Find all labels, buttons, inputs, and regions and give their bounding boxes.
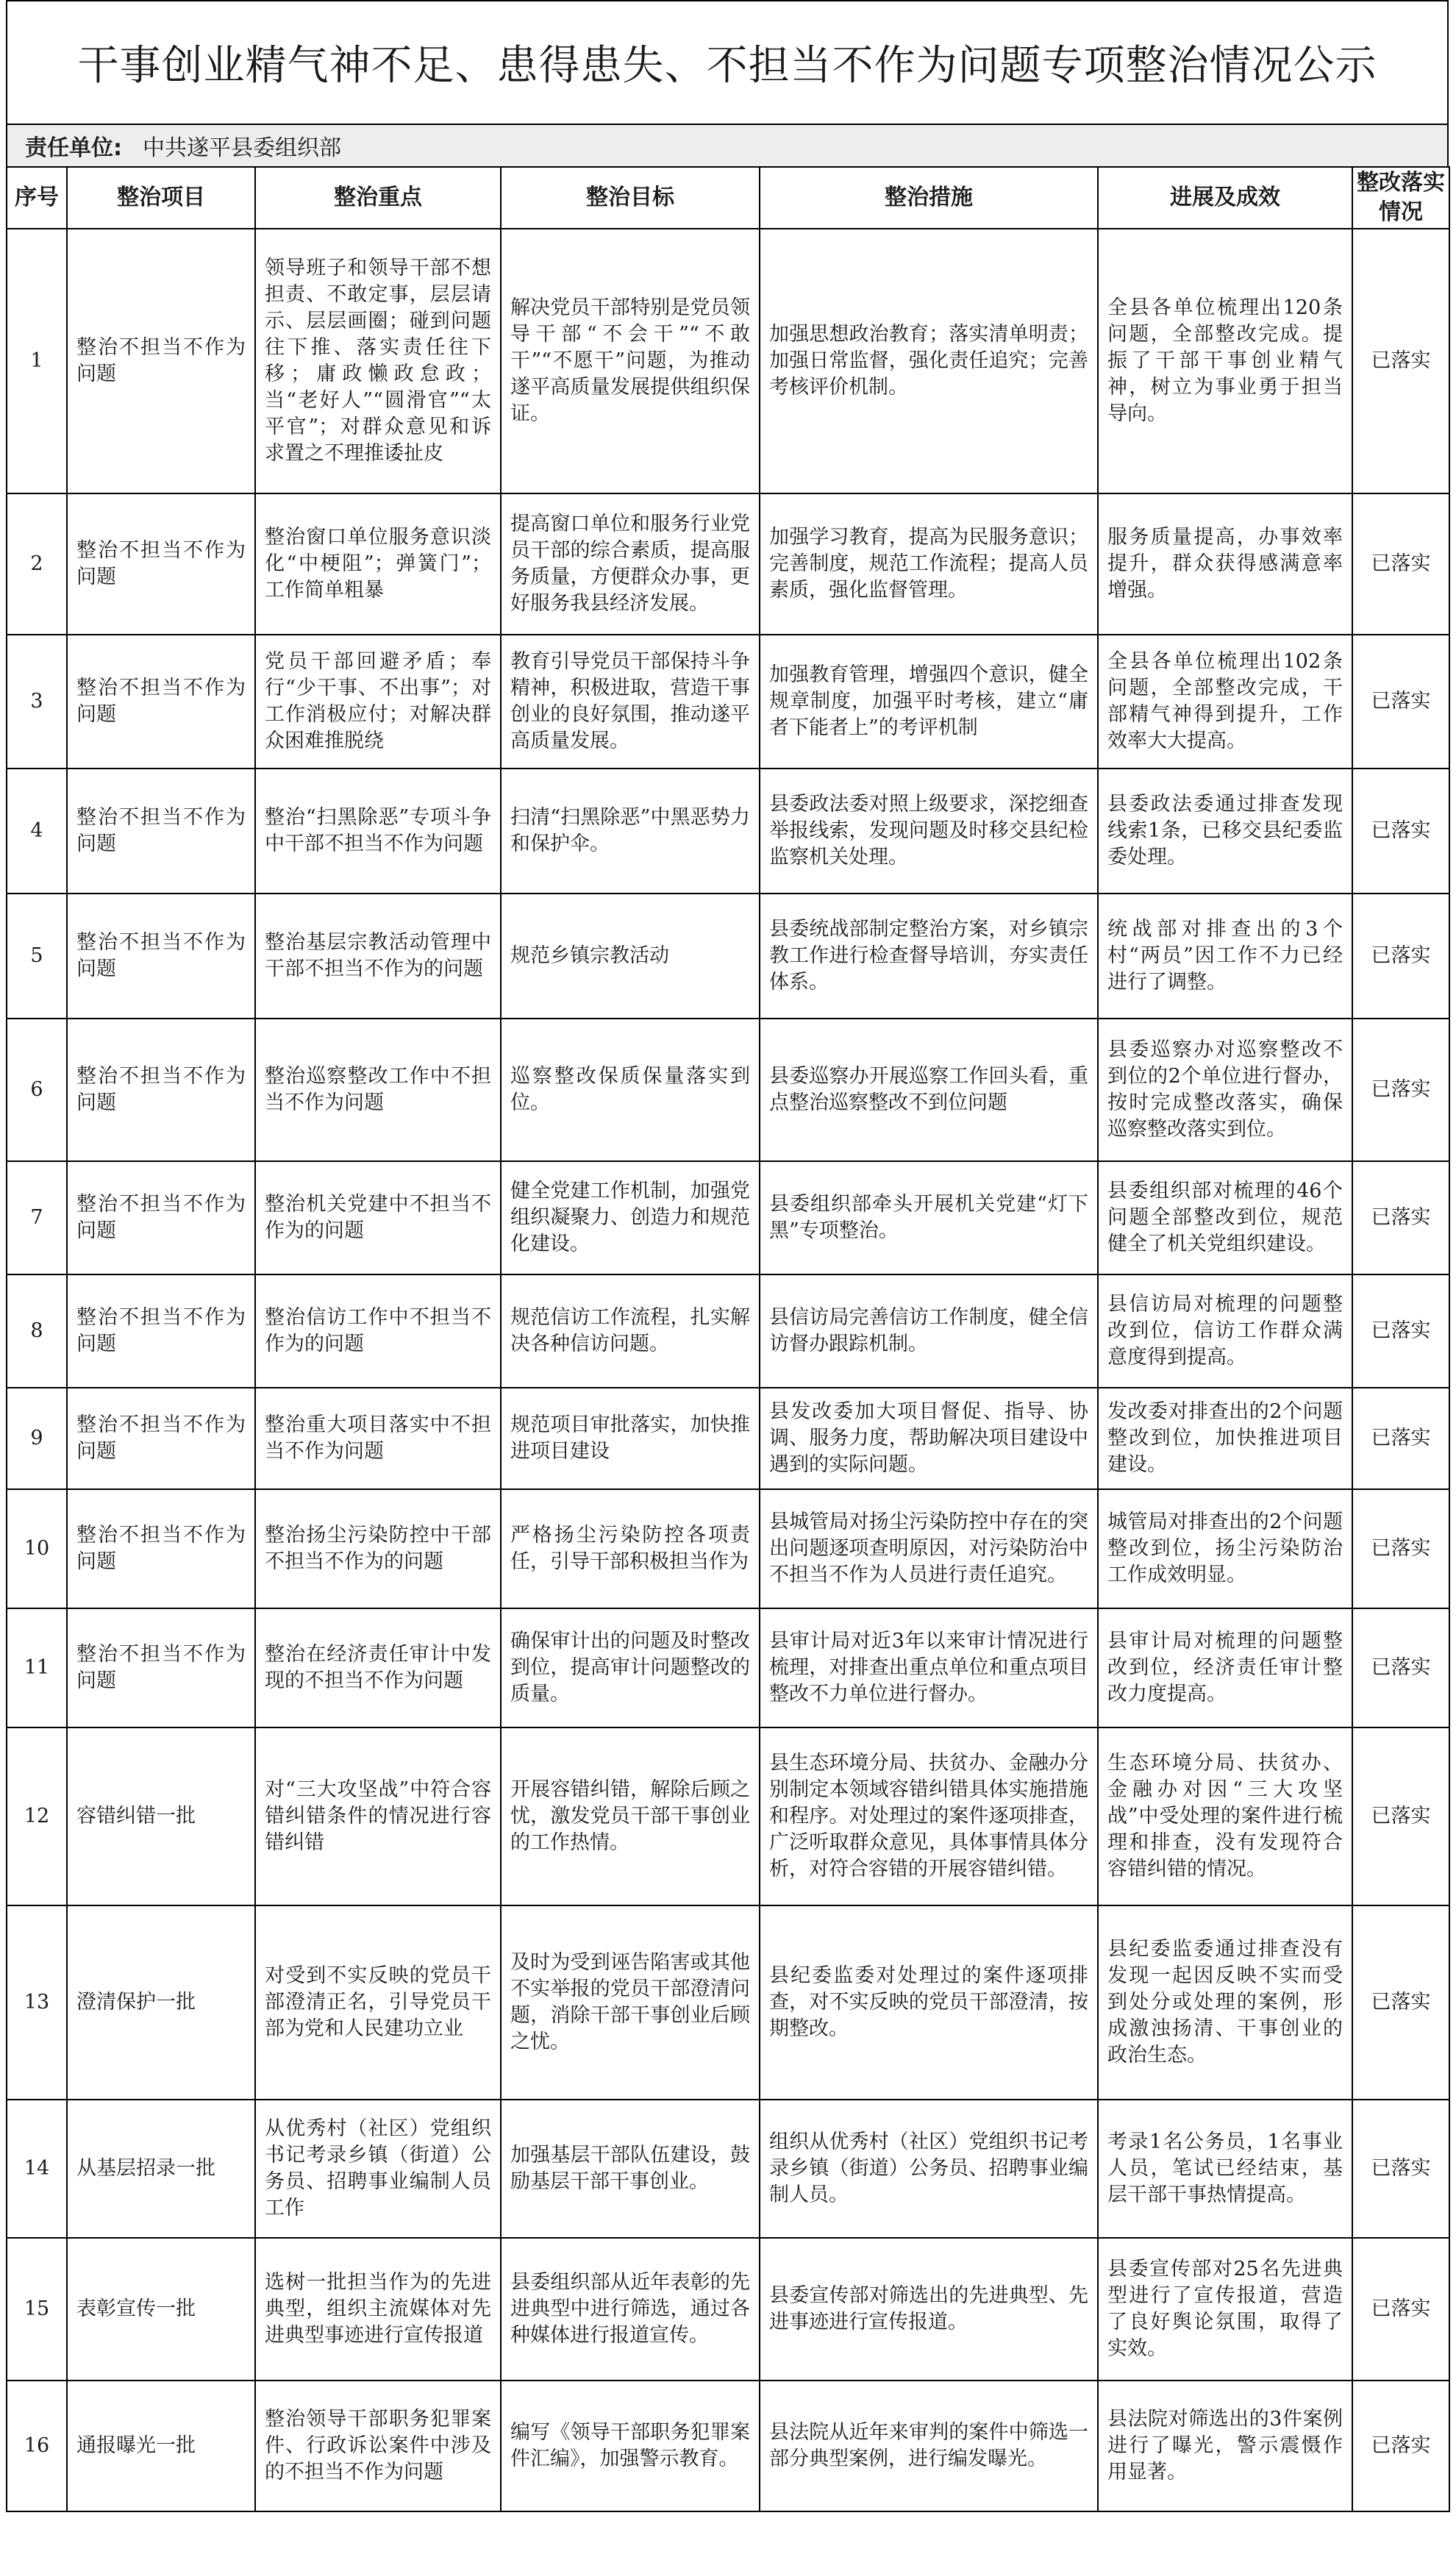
row-progress: 考录1名公务员，1名事业人员，笔试已经结束，基层干部干事热情提高。	[1098, 2100, 1352, 2238]
table-row	[7, 1905, 1449, 2100]
row-status: 已落实	[1352, 1161, 1449, 1274]
table-row	[7, 635, 1449, 769]
row-measure: 县纪委监委对处理过的案件逐项排查，对不实反映的党员干部澄清，按期整改。	[760, 1905, 1098, 2100]
row-goal: 提高窗口单位和服务行业党员干部的综合素质，提高服务质量，方便群众办事，更好服务我县经济发展。	[501, 493, 760, 635]
row-progress: 全县各单位梳理出120条问题，全部整改完成。提振了干部干事创业精气神，树立为事业勇于担当导向。	[1098, 229, 1352, 493]
row-focus: 整治机关党建中不担当不作为的问题	[255, 1161, 501, 1274]
row-item: 整治不担当不作为问题	[67, 1608, 255, 1727]
row-item: 整治不担当不作为问题	[67, 894, 255, 1019]
row-progress: 县纪委监委通过排查没有发现一起因反映不实而受到处分或处理的案例，形成激浊扬清、干事创业的政治生态。	[1098, 1905, 1352, 2100]
row-progress: 统战部对排查出的3个村“两员”因工作不力已经进行了调整。	[1098, 894, 1352, 1019]
header-measure: 整治措施	[760, 167, 1098, 229]
row-index: 14	[7, 2100, 67, 2238]
row-goal: 巡察整改保质保量落实到位。	[501, 1019, 760, 1161]
row-status: 已落实	[1352, 1388, 1449, 1489]
row-progress: 县委巡察办对巡察整改不到位的2个单位进行督办，按时完成整改落实，确保巡察整改落实到位。	[1098, 1019, 1352, 1161]
row-item: 容错纠错一批	[67, 1727, 255, 1905]
row-progress: 发改委对排查出的2个问题整改到位，加快推进项目建设。	[1098, 1388, 1352, 1489]
responsible-unit-label: 责任单位:	[25, 135, 122, 161]
row-item: 通报曝光一批	[67, 2381, 255, 2511]
header-status: 整改落实情况	[1352, 167, 1449, 229]
header-progress: 进展及成效	[1098, 167, 1352, 229]
header-goal: 整治目标	[501, 167, 760, 229]
row-item: 整治不担当不作为问题	[67, 769, 255, 894]
row-index: 3	[7, 635, 67, 769]
row-measure: 加强学习教育，提高为民服务意识；完善制度，规范工作流程；提高人员素质，强化监督管理。	[760, 493, 1098, 635]
row-progress: 县委组织部对梳理的46个问题全部整改到位，规范健全了机关党组织建设。	[1098, 1161, 1352, 1274]
row-index: 11	[7, 1608, 67, 1727]
row-measure: 县委统战部制定整治方案，对乡镇宗教工作进行检查督导培训，夯实责任体系。	[760, 894, 1098, 1019]
row-goal: 教育引导党员干部保持斗争精神，积极进取，营造干事创业的良好氛围，推动遂平高质量发展。	[501, 635, 760, 769]
row-item: 整治不担当不作为问题	[67, 1274, 255, 1388]
table-header-row	[7, 167, 1449, 229]
row-focus: 从优秀村（社区）党组织书记考录乡镇（街道）公务员、招聘事业编制人员工作	[255, 2100, 501, 2238]
row-status: 已落实	[1352, 1489, 1449, 1608]
row-goal: 规范项目审批落实，加快推进项目建设	[501, 1388, 760, 1489]
row-measure: 组织从优秀村（社区）党组织书记考录乡镇（街道）公务员、招聘事业编制人员。	[760, 2100, 1098, 2238]
row-status: 已落实	[1352, 2100, 1449, 2238]
page-title: 干事创业精气神不足、患得患失、不担当不作为问题专项整治情况公示	[6, 0, 1449, 124]
row-progress: 县审计局对梳理的问题整改到位，经济责任审计整改力度提高。	[1098, 1608, 1352, 1727]
row-progress: 全县各单位梳理出102条问题，全部整改完成，干部精气神得到提升，工作效率大大提高。	[1098, 635, 1352, 769]
row-measure: 县城管局对扬尘污染防控中存在的突出问题逐项查明原因，对污染防治中不担当不作为人员进行责任追究。	[760, 1489, 1098, 1608]
row-item: 表彰宣传一批	[67, 2238, 255, 2381]
row-goal: 健全党建工作机制，加强党组织凝聚力、创造力和规范化建设。	[501, 1161, 760, 1274]
row-item: 整治不担当不作为问题	[67, 1388, 255, 1489]
row-goal: 县委组织部从近年表彰的先进典型中进行筛选，通过各种媒体进行报道宣传。	[501, 2238, 760, 2381]
row-focus: 整治窗口单位服务意识淡化“中梗阻”；弹簧门”；工作简单粗暴	[255, 493, 501, 635]
row-status: 已落实	[1352, 1608, 1449, 1727]
row-measure: 县审计局对近3年以来审计情况进行梳理，对排查出重点单位和重点项目整改不力单位进行督办。	[760, 1608, 1098, 1727]
row-index: 7	[7, 1161, 67, 1274]
row-index: 16	[7, 2381, 67, 2511]
row-focus: 整治在经济责任审计中发现的不担当不作为问题	[255, 1608, 501, 1727]
row-goal: 开展容错纠错，解除后顾之忧，激发党员干部干事创业的工作热情。	[501, 1727, 760, 1905]
row-measure: 县信访局完善信访工作制度，健全信访督办跟踪机制。	[760, 1274, 1098, 1388]
row-goal: 规范信访工作流程，扎实解决各种信访问题。	[501, 1274, 760, 1388]
row-progress: 县委宣传部对25名先进典型进行了宣传报道，营造了良好舆论氛围，取得了实效。	[1098, 2238, 1352, 2381]
row-focus: 整治基层宗教活动管理中干部不担当不作为的问题	[255, 894, 501, 1019]
rectification-table	[6, 166, 1450, 2512]
row-measure: 加强思想政治教育；落实清单明责；加强日常监督，强化责任追究；完善考核评价机制。	[760, 229, 1098, 493]
row-goal: 及时为受到诬告陷害或其他不实举报的党员干部澄清问题，消除干部干事创业后顾之忧。	[501, 1905, 760, 2100]
row-measure: 县委巡察办开展巡察工作回头看，重点整治巡察整改不到位问题	[760, 1019, 1098, 1161]
row-focus: 整治巡察整改工作中不担当不作为问题	[255, 1019, 501, 1161]
row-index: 2	[7, 493, 67, 635]
row-status: 已落实	[1352, 1019, 1449, 1161]
row-index: 10	[7, 1489, 67, 1608]
row-goal: 规范乡镇宗教活动	[501, 894, 760, 1019]
row-index: 13	[7, 1905, 67, 2100]
row-item: 整治不担当不作为问题	[67, 229, 255, 493]
row-item: 从基层招录一批	[67, 2100, 255, 2238]
row-progress: 服务质量提高，办事效率提升，群众获得感满意率增强。	[1098, 493, 1352, 635]
row-index: 9	[7, 1388, 67, 1489]
row-goal: 严格扬尘污染防控各项责任，引导干部积极担当作为	[501, 1489, 760, 1608]
row-status: 已落实	[1352, 493, 1449, 635]
row-goal: 编写《领导干部职务犯罪案件汇编》，加强警示教育。	[501, 2381, 760, 2511]
row-measure: 县发改委加大项目督促、指导、协调、服务力度，帮助解决项目建设中遇到的实际问题。	[760, 1388, 1098, 1489]
table-row	[7, 493, 1449, 635]
row-index: 12	[7, 1727, 67, 1905]
row-status: 已落实	[1352, 1905, 1449, 2100]
row-goal: 加强基层干部队伍建设，鼓励基层干部干事创业。	[501, 2100, 760, 2238]
row-progress: 县委政法委通过排查发现线索1条，已移交县纪委监委处理。	[1098, 769, 1352, 894]
row-focus: 对“三大攻坚战”中符合容错纠错条件的情况进行容错纠错	[255, 1727, 501, 1905]
row-measure: 加强教育管理，增强四个意识，健全规章制度，加强平时考核，建立“庸者下能者上”的考评机制	[760, 635, 1098, 769]
table-row	[7, 2238, 1449, 2381]
row-measure: 县委组织部牵头开展机关党建“灯下黑”专项整治。	[760, 1161, 1098, 1274]
row-item: 整治不担当不作为问题	[67, 1489, 255, 1608]
header-focus: 整治重点	[255, 167, 501, 229]
row-status: 已落实	[1352, 769, 1449, 894]
row-status: 已落实	[1352, 229, 1449, 493]
responsible-unit-bar	[6, 124, 1449, 166]
row-measure: 县生态环境分局、扶贫办、金融办分别制定本领域容错纠错具体实施措施和程序。对处理过的案件逐项排查，广泛听取群众意见，具体事情具体分析，对符合容错的开展容错纠错。	[760, 1727, 1098, 1905]
row-item: 整治不担当不作为问题	[67, 493, 255, 635]
table-row	[7, 1274, 1449, 1388]
row-index: 8	[7, 1274, 67, 1388]
row-item: 整治不担当不作为问题	[67, 1019, 255, 1161]
row-focus: 领导班子和领导干部不想担责、不敢定事，层层请示、层层画圈；碰到问题往下推、落实责任往下移；庸政懒政怠政；当“老好人”“圆滑官”“太平官”；对群众意见和诉求置之不理推诿扯皮	[255, 229, 501, 493]
row-focus: 选树一批担当作为的先进典型，组织主流媒体对先进典型事迹进行宣传报道	[255, 2238, 501, 2381]
row-index: 15	[7, 2238, 67, 2381]
table-row	[7, 1019, 1449, 1161]
table-row	[7, 2381, 1449, 2511]
row-progress: 县法院对筛选出的3件案例进行了曝光，警示震慑作用显著。	[1098, 2381, 1352, 2511]
row-focus: 对受到不实反映的党员干部澄清正名，引导党员干部为党和人民建功立业	[255, 1905, 501, 2100]
row-progress: 生态环境分局、扶贫办、金融办对因“三大攻坚战”中受处理的案件进行梳理和排查，没有发现符合容错纠错的情况。	[1098, 1727, 1352, 1905]
row-status: 已落实	[1352, 635, 1449, 769]
table-row	[7, 1388, 1449, 1489]
header-index: 序号	[7, 167, 67, 229]
row-item: 澄清保护一批	[67, 1905, 255, 2100]
row-progress: 城管局对排查出的2个问题整改到位，扬尘污染防治工作成效明显。	[1098, 1489, 1352, 1608]
row-measure: 县委宣传部对筛选出的先进典型、先进事迹进行宣传报道。	[760, 2238, 1098, 2381]
row-focus: 整治扬尘污染防控中干部不担当不作为的问题	[255, 1489, 501, 1608]
row-status: 已落实	[1352, 2238, 1449, 2381]
row-focus: 党员干部回避矛盾；奉行“少干事、不出事”；对工作消极应付；对解决群众困难推脱绕	[255, 635, 501, 769]
row-index: 5	[7, 894, 67, 1019]
row-progress: 县信访局对梳理的问题整改到位，信访工作群众满意度得到提高。	[1098, 1274, 1352, 1388]
table-row	[7, 1489, 1449, 1608]
table-row	[7, 1161, 1449, 1274]
table-row	[7, 229, 1449, 493]
row-status: 已落实	[1352, 1727, 1449, 1905]
row-status: 已落实	[1352, 2381, 1449, 2511]
row-status: 已落实	[1352, 1274, 1449, 1388]
row-focus: 整治重大项目落实中不担当不作为问题	[255, 1388, 501, 1489]
responsible-unit-value: 中共遂平县委组织部	[143, 135, 341, 161]
row-goal: 扫清“扫黑除恶”中黑恶势力和保护伞。	[501, 769, 760, 894]
row-item: 整治不担当不作为问题	[67, 635, 255, 769]
row-goal: 确保审计出的问题及时整改到位，提高审计问题整改的质量。	[501, 1608, 760, 1727]
row-index: 1	[7, 229, 67, 493]
row-index: 6	[7, 1019, 67, 1161]
row-measure: 县法院从近年来审判的案件中筛选一部分典型案例，进行编发曝光。	[760, 2381, 1098, 2511]
row-item: 整治不担当不作为问题	[67, 1161, 255, 1274]
table-row	[7, 1727, 1449, 1905]
row-focus: 整治领导干部职务犯罪案件、行政诉讼案件中涉及的不担当不作为问题	[255, 2381, 501, 2511]
table-row	[7, 894, 1449, 1019]
row-status: 已落实	[1352, 894, 1449, 1019]
row-focus: 整治“扫黑除恶”专项斗争中干部不担当不作为问题	[255, 769, 501, 894]
row-focus: 整治信访工作中不担当不作为的问题	[255, 1274, 501, 1388]
table-row	[7, 769, 1449, 894]
row-index: 4	[7, 769, 67, 894]
table-row	[7, 2100, 1449, 2238]
row-goal: 解决党员干部特别是党员领导干部“不会干”“不敢干”“不愿干”问题，为推动遂平高质量发展提供组织保证。	[501, 229, 760, 493]
row-measure: 县委政法委对照上级要求，深挖细查举报线索，发现问题及时移交县纪检监察机关处理。	[760, 769, 1098, 894]
table-row	[7, 1608, 1449, 1727]
header-item: 整治项目	[67, 167, 255, 229]
notice-page	[6, 0, 1449, 2512]
